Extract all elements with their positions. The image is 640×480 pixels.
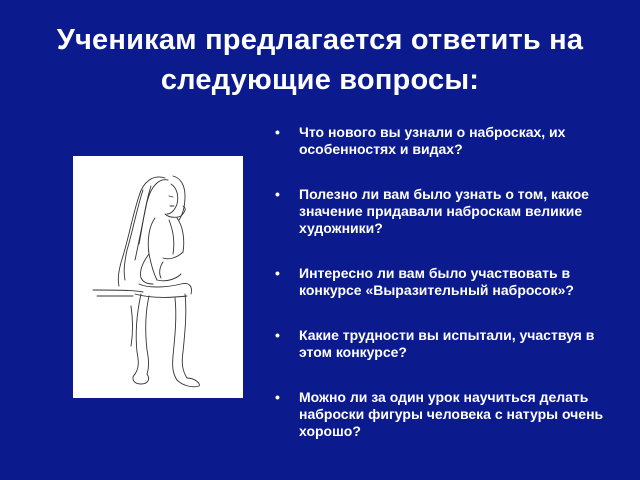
sketch-image bbox=[73, 156, 243, 398]
bullet-icon: • bbox=[275, 327, 280, 343]
question-text: Можно ли за один урок научиться делать наброски фигуры человека с натуры очень хорошо? bbox=[299, 389, 604, 439]
list-item bbox=[275, 327, 605, 361]
bullet-icon: • bbox=[275, 265, 280, 281]
list-item bbox=[275, 389, 605, 440]
question-text: Какие трудности вы испытали, участвуя в этом конкурсе? bbox=[299, 327, 595, 360]
list-item bbox=[275, 186, 605, 237]
bullet-icon: • bbox=[275, 389, 280, 405]
question-text: Полезно ли вам было узнать о том, какое значение придавали наброскам великие художники? bbox=[299, 186, 589, 236]
bullet-icon: • bbox=[275, 186, 280, 202]
seated-woman-sketch-icon bbox=[73, 156, 243, 398]
question-list bbox=[275, 124, 605, 468]
question-text: Интересно ли вам было участвовать в конкурсе «Выразительный набросок»? bbox=[299, 265, 574, 298]
list-item bbox=[275, 265, 605, 299]
question-text: Что нового вы узнали о набросках, их особенностях и видах? bbox=[299, 124, 566, 157]
slide-title: Ученикам предлагается ответить на следующие вопросы: bbox=[56, 24, 584, 96]
bullet-icon: • bbox=[275, 124, 280, 140]
list-item bbox=[275, 124, 605, 158]
